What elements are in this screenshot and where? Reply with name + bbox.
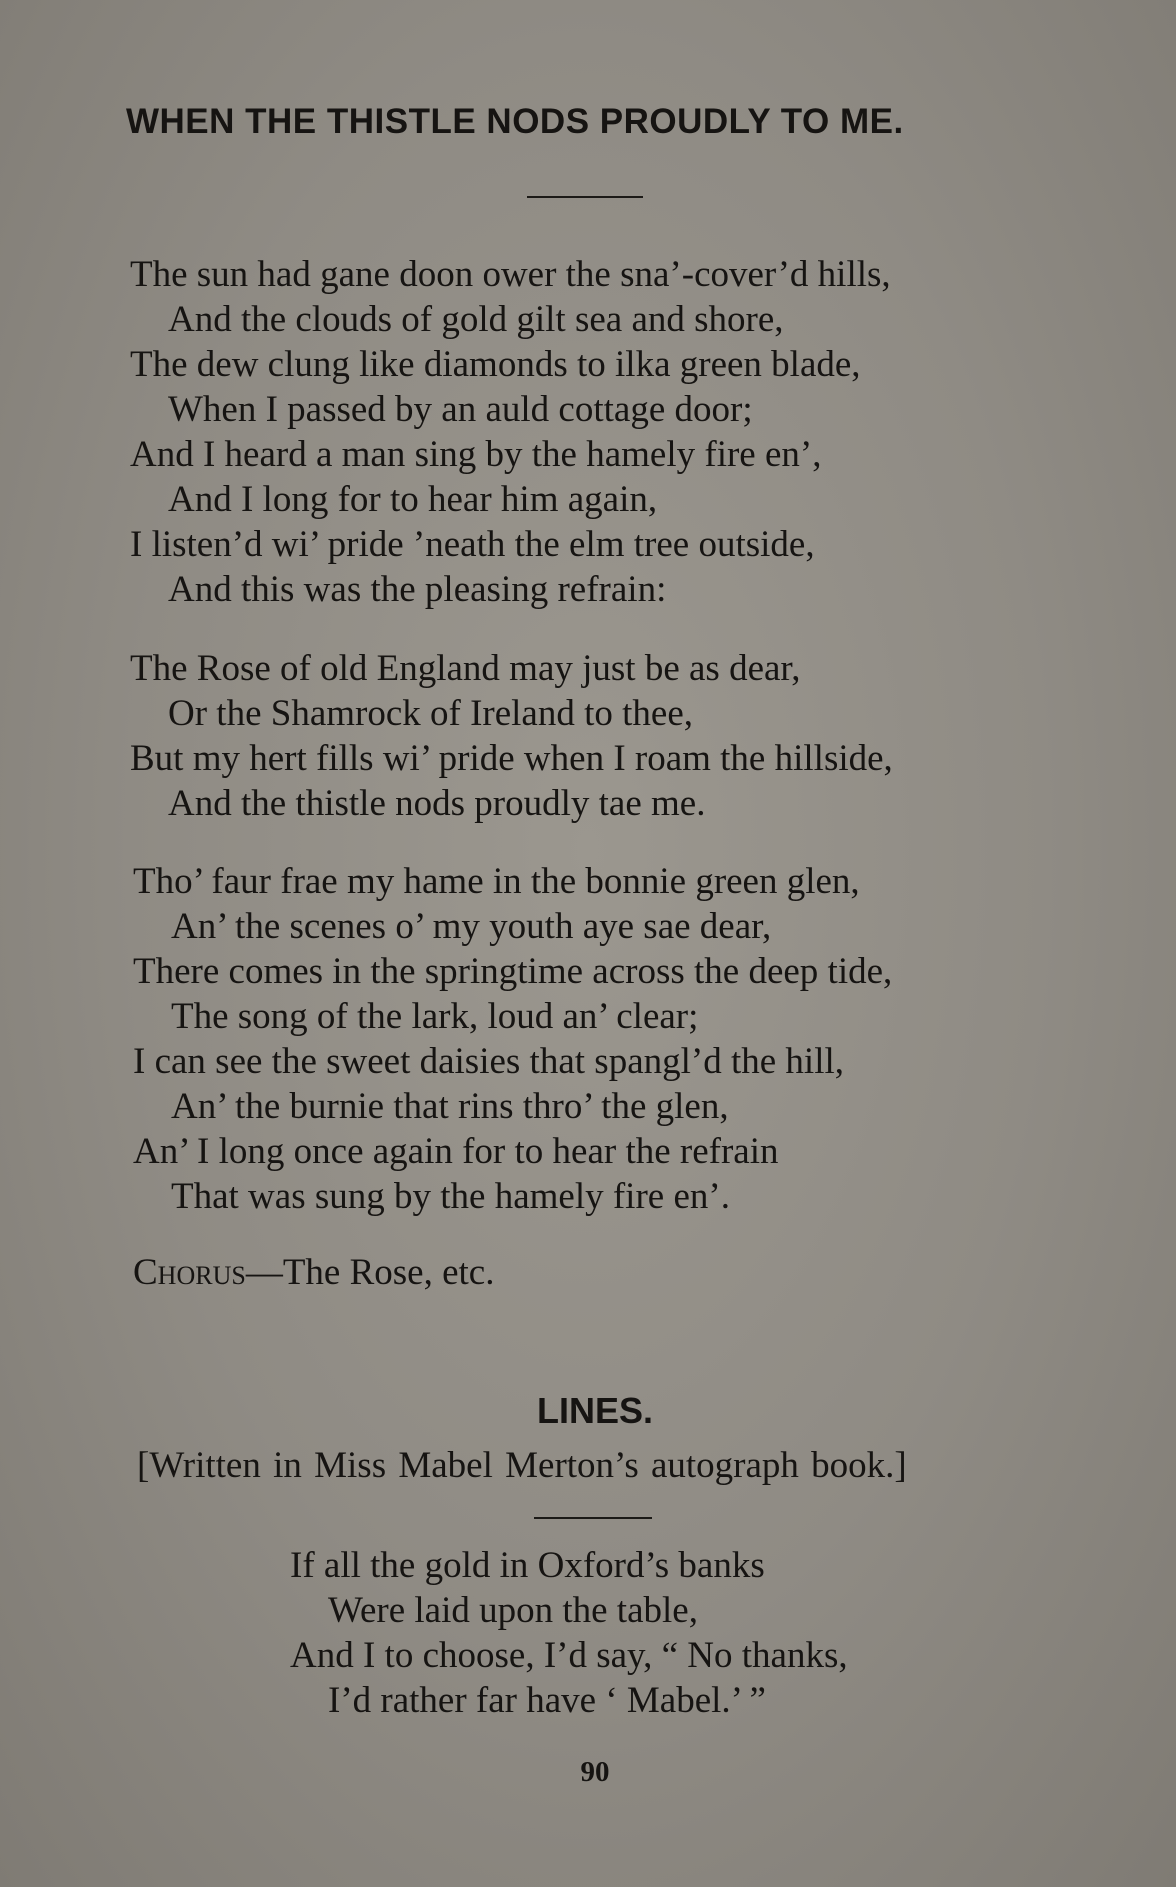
verse-line: But my hert fills wi’ pride when I roam the hillside, — [130, 738, 893, 779]
page-number: 90 — [580, 1756, 610, 1788]
verse-line: When I passed by an auld cottage door; — [168, 389, 753, 430]
verse-line: An’ the scenes o’ my youth aye sae dear, — [171, 906, 772, 947]
subtitle-divider — [534, 1517, 652, 1519]
verse-line: That was sung by the hamely fire en’. — [171, 1176, 730, 1217]
verse-line: Or the Shamrock of Ireland to thee, — [168, 693, 694, 734]
verse-line: And I long for to hear him again, — [168, 479, 658, 520]
verse-line: And this was the pleasing refrain: — [168, 569, 667, 610]
verse-line: There comes in the springtime across the deep tide, — [133, 951, 893, 992]
verse-line: If all the gold in Oxford’s banks — [290, 1545, 765, 1586]
poem-title: WHEN THE THISTLE NODS PROUDLY TO ME. — [126, 102, 904, 141]
second-poem-stanza — [290, 1543, 990, 1723]
stanza-1 — [130, 252, 1060, 612]
verse-line: I can see the sweet daisies that spangl’d the hill, — [133, 1041, 845, 1082]
chorus-note — [133, 1250, 494, 1295]
verse-line: An’ the burnie that rins thro’ the glen, — [171, 1086, 729, 1127]
stanza-3 — [133, 859, 1063, 1219]
second-poem-title: LINES. — [536, 1390, 653, 1431]
verse-line: Tho’ faur frae my hame in the bonnie green glen, — [133, 861, 860, 902]
verse-line: And the thistle nods proudly tae me. — [168, 783, 706, 824]
verse-line: Were laid upon the table, — [328, 1590, 698, 1631]
chorus-text: —The Rose, etc. — [245, 1252, 495, 1293]
verse-line: The Rose of old England may just be as dear, — [130, 648, 801, 689]
verse-line: I listen’d wi’ pride ’neath the elm tree outside, — [130, 524, 815, 565]
verse-line: I’d rather far have ‘ Mabel.’ ” — [328, 1680, 766, 1721]
second-poem-subtitle: [Written in Miss Mabel Merton’s autograph book.] — [137, 1445, 907, 1486]
chorus-label: Chorus — [133, 1252, 246, 1293]
verse-line: The sun had gane doon ower the sna’-cover’d hills, — [130, 254, 891, 295]
stanza-2-refrain — [130, 646, 1060, 826]
verse-line: The song of the lark, loud an’ clear; — [171, 996, 699, 1037]
verse-line: The dew clung like diamonds to ilka green blade, — [130, 344, 861, 385]
verse-line: An’ I long once again for to hear the refrain — [133, 1131, 779, 1172]
title-divider — [527, 196, 643, 198]
verse-line: And I to choose, I’d say, “ No thanks, — [290, 1635, 848, 1676]
verse-line: And I heard a man sing by the hamely fire en’, — [130, 434, 822, 475]
verse-line: And the clouds of gold gilt sea and shore, — [168, 299, 784, 340]
